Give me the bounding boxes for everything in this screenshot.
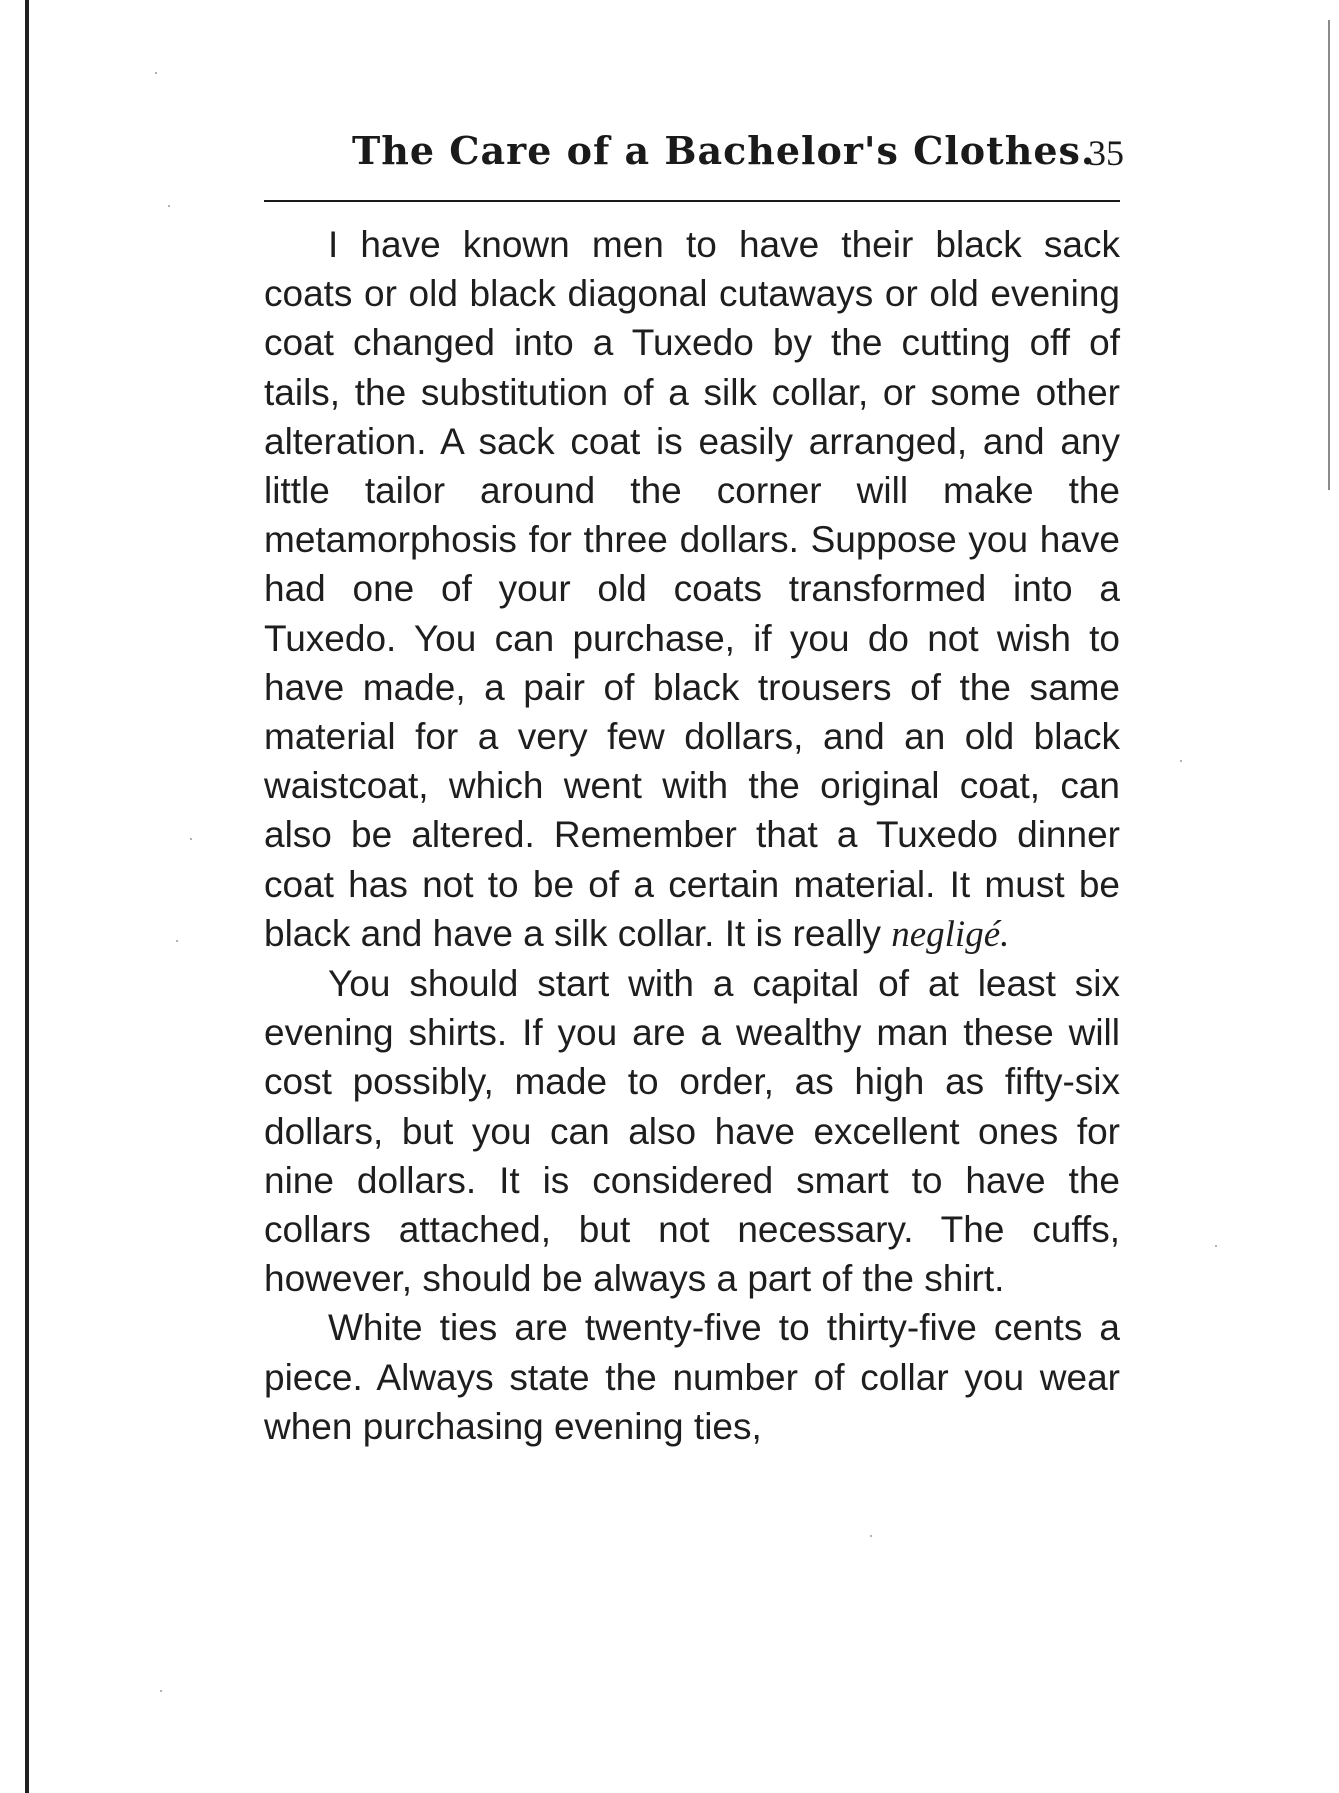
running-head-title: The Care of a Bachelor's Clothes. (352, 128, 1096, 173)
page-edge-shadow (1328, 20, 1330, 490)
paper-speck (155, 72, 157, 74)
paper-speck (176, 940, 178, 942)
italic-word-neglige: negligé. (891, 913, 1010, 955)
page-number: 35 (1088, 133, 1124, 173)
paper-speck (1180, 760, 1182, 762)
body-text (264, 220, 1120, 1451)
paragraph-3: White ties are twenty-five to thirty-five cents a piece. Always state the number of collar you wear when purchasing evening ties, (264, 1307, 1120, 1447)
paper-speck (870, 1535, 872, 1537)
paper-speck (160, 1690, 162, 1692)
paragraph-1 (264, 220, 1120, 959)
paragraph-2: You should start with a capital of at least six evening shirts. If you are a wealthy man these will cost possibly, made to order, as high as fifty-six dollars, but you can also have excellent ones for nine dollars. It is considered smart to have the collars attached, but not necessary. The cuffs, however, should be always a part of the shirt. (264, 963, 1120, 1300)
page-header (264, 128, 1124, 188)
binding-edge-line (25, 0, 29, 1793)
paper-speck (168, 205, 170, 207)
paper-speck (190, 838, 192, 840)
header-rule (264, 200, 1120, 202)
paper-speck (1215, 1245, 1217, 1247)
paragraph-1-text: I have known men to have their black sack coats or old black diagonal cutaways or old evening coat changed into a Tuxedo by the cutting off of tails, the substitution of a silk collar, or some other alteration. A sack coat is easily arranged, and any little tailor around the corner will make the metamorphosis for three dollars. Suppose you have had one of your old coats transformed into a Tuxedo. You can purchase, if you do not wish to have made, a pair of black trousers of the same material for a very few dollars, and an old black waistcoat, which went with the original coat, can also be altered. Remember that a Tuxedo dinner coat has not to be of a certain material. It must be black and have a silk collar. It is really (264, 224, 1120, 954)
